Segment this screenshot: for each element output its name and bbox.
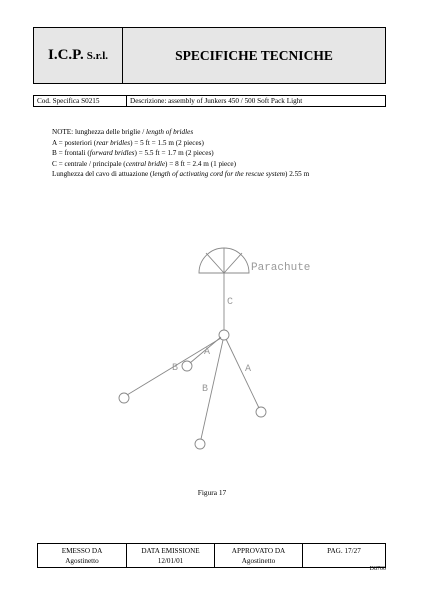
b-ring <box>182 361 192 371</box>
footer-data-value: 12/01/01 <box>157 557 184 565</box>
footer-approvato <box>215 544 303 567</box>
canopy-left-line <box>206 253 224 273</box>
note-line-3: B = frontali (forward bridles) = 5.5 ft = 1.7 m (2 pieces) <box>52 149 214 158</box>
footer-emesso <box>38 544 127 567</box>
note-line-1: NOTE: lunghezza delle briglie / length of bridles <box>52 128 194 136</box>
company-suffix: S.r.l. <box>86 49 108 62</box>
note-line-5: Lunghezza del cavo di attuazione (length of activating cord for the rescue system) 2.55 m <box>52 170 310 179</box>
lower-ring <box>195 439 205 449</box>
footer-approvato-label: APPROVATO DA <box>231 547 286 555</box>
footer-emesso-value: Agostinetto <box>65 557 99 565</box>
note-line-2: A = posteriori (rear bridles) = 5 ft = 1.5 m (2 pieces) <box>52 138 204 147</box>
footer-approvato-value: Agostinetto <box>241 557 276 565</box>
document-code: D8700 <box>369 566 386 572</box>
label-b-left: B <box>172 363 179 374</box>
spec-description: Descrizione: assembly of Junkers 450 / 500 Soft Pack Light <box>130 97 303 105</box>
footer-emesso-label: EMESSO DA <box>61 547 103 555</box>
document-footer <box>37 543 386 568</box>
footer-page <box>303 544 385 567</box>
bridle-a-right <box>226 339 259 408</box>
footer-data <box>127 544 215 567</box>
footer-data-label: DATA EMISSIONE <box>141 547 200 555</box>
document-title: SPECIFICHE TECNICHE <box>175 47 333 63</box>
footer-page-number: PAG. 17/27 <box>327 547 361 555</box>
right-ring <box>256 407 266 417</box>
spec-code: Cod. Specifica S0215 <box>34 96 127 106</box>
diagram-lines <box>119 248 266 449</box>
company-name-text: I.C.P. <box>47 47 84 63</box>
canopy-right-line <box>224 253 242 273</box>
parachute-label: Parachute <box>251 262 311 274</box>
label-a-right: A <box>245 364 252 375</box>
label-a-upper: A <box>204 347 211 358</box>
rear-left-ring <box>119 393 129 403</box>
label-b-lower: B <box>202 384 209 395</box>
figure-caption: Figura 17 <box>197 488 227 497</box>
note-line-4: C = centrale / principale (central bridle) = 8 ft = 2.4 m (1 piece) <box>52 159 237 168</box>
label-c: C <box>227 297 234 308</box>
diagram-labels <box>172 262 310 395</box>
